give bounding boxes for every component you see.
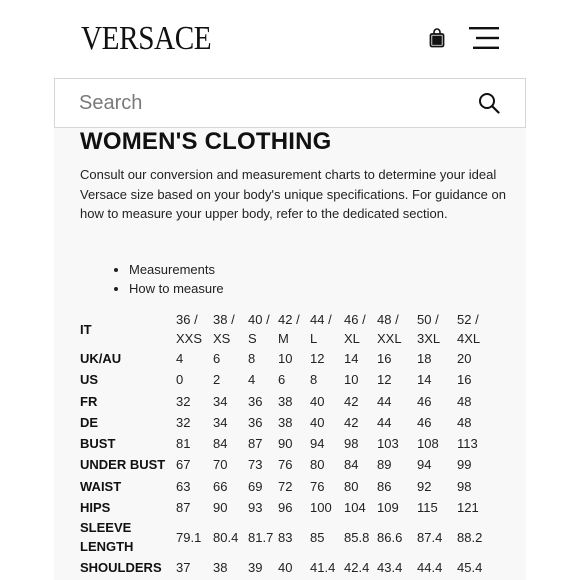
row-label-line: LENGTH xyxy=(80,539,134,555)
table-cell: 43.4 xyxy=(377,560,403,576)
size-column-header-line: 50 / xyxy=(417,312,439,327)
table-cell: 76 xyxy=(278,457,293,473)
size-column-header-line: XS xyxy=(213,331,231,346)
row-label: UNDER BUST xyxy=(80,457,166,473)
table-row xyxy=(80,412,497,433)
table-cell: 88.2 xyxy=(457,530,483,546)
table-cell: 38 xyxy=(278,393,293,409)
table-cell: 108 xyxy=(417,436,439,452)
table-cell: 104 xyxy=(344,500,366,516)
size-column-header-line: 52 / xyxy=(457,312,479,327)
table-cell: 39 xyxy=(248,560,263,576)
row-label: DE xyxy=(80,414,99,430)
size-column-header xyxy=(344,310,377,348)
table-cell: 16 xyxy=(457,372,472,388)
table-cell: 2 xyxy=(213,372,221,388)
row-label-line: SLEEVE xyxy=(80,520,132,536)
table-cell: 8 xyxy=(248,351,256,366)
table-cell: 84 xyxy=(344,457,359,473)
hamburger-menu-icon[interactable] xyxy=(469,26,499,50)
table-cell: 103 xyxy=(377,436,399,452)
size-column-header xyxy=(310,310,344,348)
table-cell: 42 xyxy=(344,414,359,430)
size-column-header xyxy=(417,310,457,348)
table-cell: 32 xyxy=(176,393,191,409)
size-chart-table xyxy=(80,310,497,578)
size-column-header-line: 40 / xyxy=(248,312,270,327)
table-cell: 86 xyxy=(377,478,392,494)
table-row xyxy=(80,369,497,390)
row-label: WAIST xyxy=(80,478,122,494)
row-label: US xyxy=(80,372,99,388)
table-row xyxy=(80,433,497,454)
table-cell: 96 xyxy=(278,500,293,516)
size-column-header-line: XL xyxy=(344,331,360,346)
table-cell: 73 xyxy=(248,457,263,473)
search-input[interactable] xyxy=(79,79,459,127)
row-label: FR xyxy=(80,393,98,409)
table-cell: 66 xyxy=(213,478,228,494)
table-cell: 41.4 xyxy=(310,560,336,576)
table-cell: 85.8 xyxy=(344,530,370,546)
row-label: HIPS xyxy=(80,500,111,516)
table-cell: 98 xyxy=(344,436,359,452)
size-column-header-line: S xyxy=(248,331,257,346)
size-column-header-line: 38 / xyxy=(213,312,235,327)
table-cell: 40 xyxy=(310,393,325,409)
link-measurements[interactable]: • Measurements xyxy=(129,260,224,279)
table-row xyxy=(80,391,497,412)
table-cell: 80 xyxy=(344,478,359,494)
table-cell: 113 xyxy=(457,436,478,452)
table-header-row xyxy=(80,310,497,348)
table-cell: 40 xyxy=(310,414,325,430)
size-column-header-line: 4XL xyxy=(457,331,481,346)
table-cell: 89 xyxy=(377,457,392,473)
section-links xyxy=(112,260,224,298)
table-cell: 72 xyxy=(278,478,293,494)
size-column-header-line: M xyxy=(278,331,289,346)
table-row xyxy=(80,557,497,578)
table-cell: 90 xyxy=(213,500,228,516)
table-cell: 115 xyxy=(417,500,438,516)
table-cell: 94 xyxy=(417,457,432,473)
row-label xyxy=(80,518,176,557)
table-cell: 16 xyxy=(377,351,392,366)
table-cell: 46 xyxy=(417,414,432,430)
table-cell: 80 xyxy=(310,457,325,473)
table-cell: 86.6 xyxy=(377,530,403,546)
table-cell: 109 xyxy=(377,500,399,516)
table-cell: 6 xyxy=(213,351,221,366)
site-header xyxy=(0,0,580,78)
size-column-header-line: 42 / xyxy=(278,312,300,327)
table-cell: 63 xyxy=(176,478,191,494)
table-cell: 90 xyxy=(278,436,293,452)
table-cell: 121 xyxy=(457,500,479,516)
size-column-header-line: XXS xyxy=(176,331,203,346)
table-cell: 10 xyxy=(278,351,293,366)
table-cell: 34 xyxy=(213,414,228,430)
size-column-header xyxy=(176,310,213,348)
table-cell: 37 xyxy=(176,560,191,576)
size-column-header-line: 46 / xyxy=(344,312,366,327)
header-label: IT xyxy=(80,321,92,337)
table-cell: 48 xyxy=(457,414,472,430)
size-column-header xyxy=(248,310,278,348)
table-cell: 93 xyxy=(248,500,263,516)
table-cell: 84 xyxy=(213,436,228,452)
table-cell: 0 xyxy=(176,372,184,388)
table-cell: 32 xyxy=(176,414,191,430)
size-column-header-line: 48 / xyxy=(377,312,399,327)
table-cell: 36 xyxy=(248,393,263,409)
link-how-to-measure[interactable]: • How to measure xyxy=(129,279,224,298)
table-cell: 44 xyxy=(377,393,392,409)
table-cell: 83 xyxy=(278,530,293,546)
table-cell: 20 xyxy=(457,351,472,366)
table-cell: 42 xyxy=(344,393,359,409)
table-cell: 94 xyxy=(310,436,325,452)
table-cell: 40 xyxy=(278,560,293,576)
size-column-header-line: 44 / xyxy=(310,312,332,327)
table-cell: 4 xyxy=(176,351,184,366)
table-cell: 46 xyxy=(417,393,432,409)
table-cell: 44 xyxy=(377,414,392,430)
table-cell: 38 xyxy=(278,414,293,430)
table-cell: 81 xyxy=(176,436,191,452)
table-row xyxy=(80,476,497,497)
table-cell: 36 xyxy=(248,414,263,430)
size-column-header xyxy=(377,310,417,348)
table-cell: 100 xyxy=(310,500,332,516)
table-cell: 92 xyxy=(417,478,432,494)
row-label: UK/AU xyxy=(80,351,122,366)
table-cell: 34 xyxy=(213,393,228,409)
intro-text: Consult our conversion and measurement charts to determine your ideal Versace size based on your body's unique specifications. For guidance on how to measure your upper body, refer to the dedicated section. xyxy=(80,167,506,221)
table-row xyxy=(80,518,497,557)
table-cell: 14 xyxy=(417,372,432,388)
size-column-header-line: L xyxy=(310,331,318,346)
table-cell: 12 xyxy=(377,372,392,388)
table-row xyxy=(80,497,497,518)
table-cell: 80.4 xyxy=(213,530,239,546)
table-cell: 79.1 xyxy=(176,530,202,546)
table-cell: 12 xyxy=(310,351,325,366)
table-cell: 4 xyxy=(248,372,256,388)
table-cell: 81.7 xyxy=(248,530,274,546)
size-column-header-line: XXL xyxy=(377,331,402,346)
table-cell: 98 xyxy=(457,478,472,494)
size-column-header xyxy=(213,310,248,348)
search-bar xyxy=(54,78,526,128)
table-cell: 44.4 xyxy=(417,560,443,576)
size-column-header xyxy=(457,310,497,348)
table-cell: 99 xyxy=(457,457,472,473)
table-row xyxy=(80,348,497,369)
table-cell: 42.4 xyxy=(344,560,370,576)
table-cell: 69 xyxy=(248,478,263,494)
size-column-header-line: 36 / xyxy=(176,312,198,327)
table-cell: 48 xyxy=(457,393,472,409)
table-cell: 38 xyxy=(213,560,228,576)
size-column-header xyxy=(278,310,310,348)
table-cell: 70 xyxy=(213,457,228,473)
table-cell: 10 xyxy=(344,372,359,388)
table-cell: 6 xyxy=(278,372,286,388)
page-title: WOMEN'S CLOTHING xyxy=(80,128,332,155)
row-label: SHOULDERS xyxy=(80,560,162,576)
table-cell: 76 xyxy=(310,478,325,494)
table-cell: 67 xyxy=(176,457,191,473)
versace-logo[interactable]: VERSACE xyxy=(81,20,212,57)
table-cell: 14 xyxy=(344,351,359,366)
table-cell: 18 xyxy=(417,351,432,366)
search-icon[interactable] xyxy=(478,92,500,114)
table-cell: 8 xyxy=(310,372,318,388)
shopping-bag-icon[interactable] xyxy=(429,28,445,48)
table-cell: 87.4 xyxy=(417,530,443,546)
table-cell: 85 xyxy=(310,530,325,546)
table-cell: 87 xyxy=(248,436,263,452)
table-cell: 87 xyxy=(176,500,191,516)
row-label: BUST xyxy=(80,436,116,452)
table-cell: 45.4 xyxy=(457,560,483,576)
size-column-header-line: 3XL xyxy=(417,331,441,346)
table-row xyxy=(80,454,497,475)
